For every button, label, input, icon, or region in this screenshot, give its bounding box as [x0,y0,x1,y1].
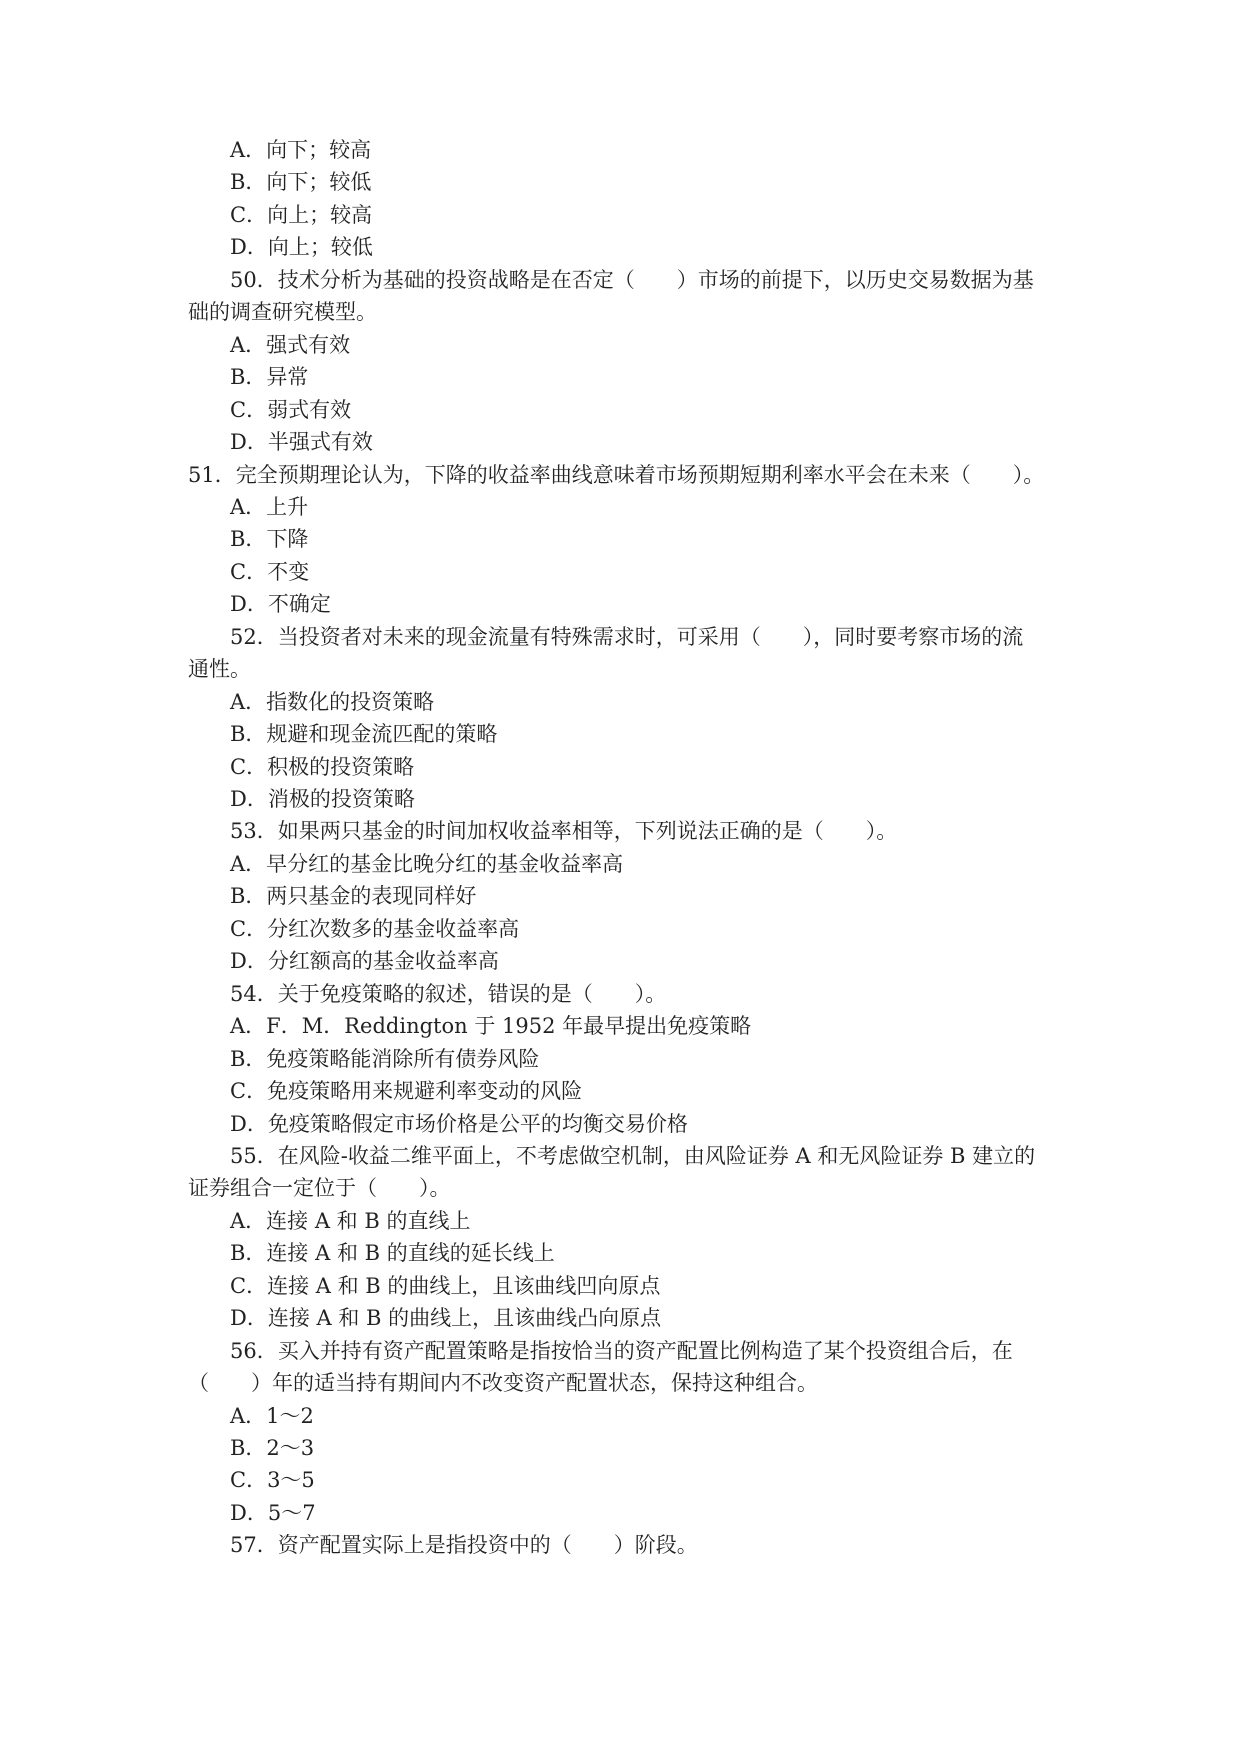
answer-option: B．2～3 [230,1436,315,1460]
question-text: 52．当投资者对未来的现金流量有特殊需求时，可采用（ ），同时要考察市场的流 [230,624,1024,649]
answer-option: D．半强式有效 [230,430,373,455]
question-continuation: （ ）年的适当持有期间内不改变资产配置状态，保持这种组合。 [188,1371,818,1396]
answer-option: C．免疫策略用来规避利率变动的风险 [230,1079,583,1104]
answer-option: D．分红额高的基金收益率高 [230,949,499,974]
answer-option: B．免疫策略能消除所有债券风险 [230,1046,540,1071]
answer-option: B．两只基金的表现同样好 [230,884,477,909]
answer-option: A．上升 [230,494,309,519]
answer-option: D．5～7 [230,1500,316,1525]
answer-option: A．F．M．Reddington 于 1952 年最早提出免疫策略 [230,1014,752,1039]
question-text: 51．完全预期理论认为，下降的收益率曲线意味着市场预期短期利率水平会在未来（ ）。 [188,462,1045,487]
answer-option: D．消极的投资策略 [230,787,415,811]
answer-option: A．向下；较高 [230,138,372,162]
answer-option: D．连接 A 和 B 的曲线上，且该曲线凸向原点 [230,1306,662,1331]
answer-option: D．不确定 [230,592,331,617]
answer-option: B．连接 A 和 B 的直线的延长线上 [230,1241,555,1266]
answer-option: C．不变 [230,559,310,584]
question-continuation: 通性。 [188,657,251,682]
question-text: 50．技术分析为基础的投资战略是在否定（ ）市场的前提下，以历史交易数据为基 [230,267,1034,292]
answer-option: D．免疫策略假定市场价格是公平的均衡交易价格 [230,1111,688,1136]
answer-option: B．下降 [230,527,309,552]
answer-option: C．3～5 [230,1468,315,1493]
answer-option: C．连接 A 和 B 的曲线上，且该曲线凹向原点 [230,1273,661,1298]
answer-option: C．积极的投资策略 [230,754,415,779]
answer-option: B．向下；较低 [230,170,372,195]
question-continuation: 础的调查研究模型。 [188,300,377,325]
question-continuation: 证券组合一定位于（ ）。 [188,1176,451,1201]
question-text: 54．关于免疫策略的叙述，错误的是（ ）。 [230,981,667,1006]
answer-option: A．连接 A 和 B 的直线上 [230,1208,471,1233]
answer-option: D．向上；较低 [230,235,373,260]
answer-option: C．向上；较高 [230,202,373,227]
answer-option: B．异常 [230,365,309,390]
answer-option: C．分红次数多的基金收益率高 [230,916,520,941]
answer-option: B．规避和现金流匹配的策略 [230,722,498,747]
question-text: 56．买入并持有资产配置策略是指按恰当的资产配置比例构造了某个投资组合后，在 [230,1338,1013,1363]
answer-option: A．指数化的投资策略 [230,689,435,714]
answer-option: C．弱式有效 [230,397,352,422]
question-text: 57．资产配置实际上是指投资中的（ ）阶段。 [230,1533,698,1558]
question-text: 53．如果两只基金的时间加权收益率相等，下列说法正确的是（ ）。 [230,819,898,844]
answer-option: A．早分红的基金比晚分红的基金收益率高 [230,851,624,876]
answer-option: A．强式有效 [230,332,351,357]
question-text: 55．在风险-收益二维平面上，不考虑做空机制，由风险证券 A 和无风险证券 B 建立的 [230,1143,1036,1168]
answer-option: A．1～2 [230,1403,314,1428]
